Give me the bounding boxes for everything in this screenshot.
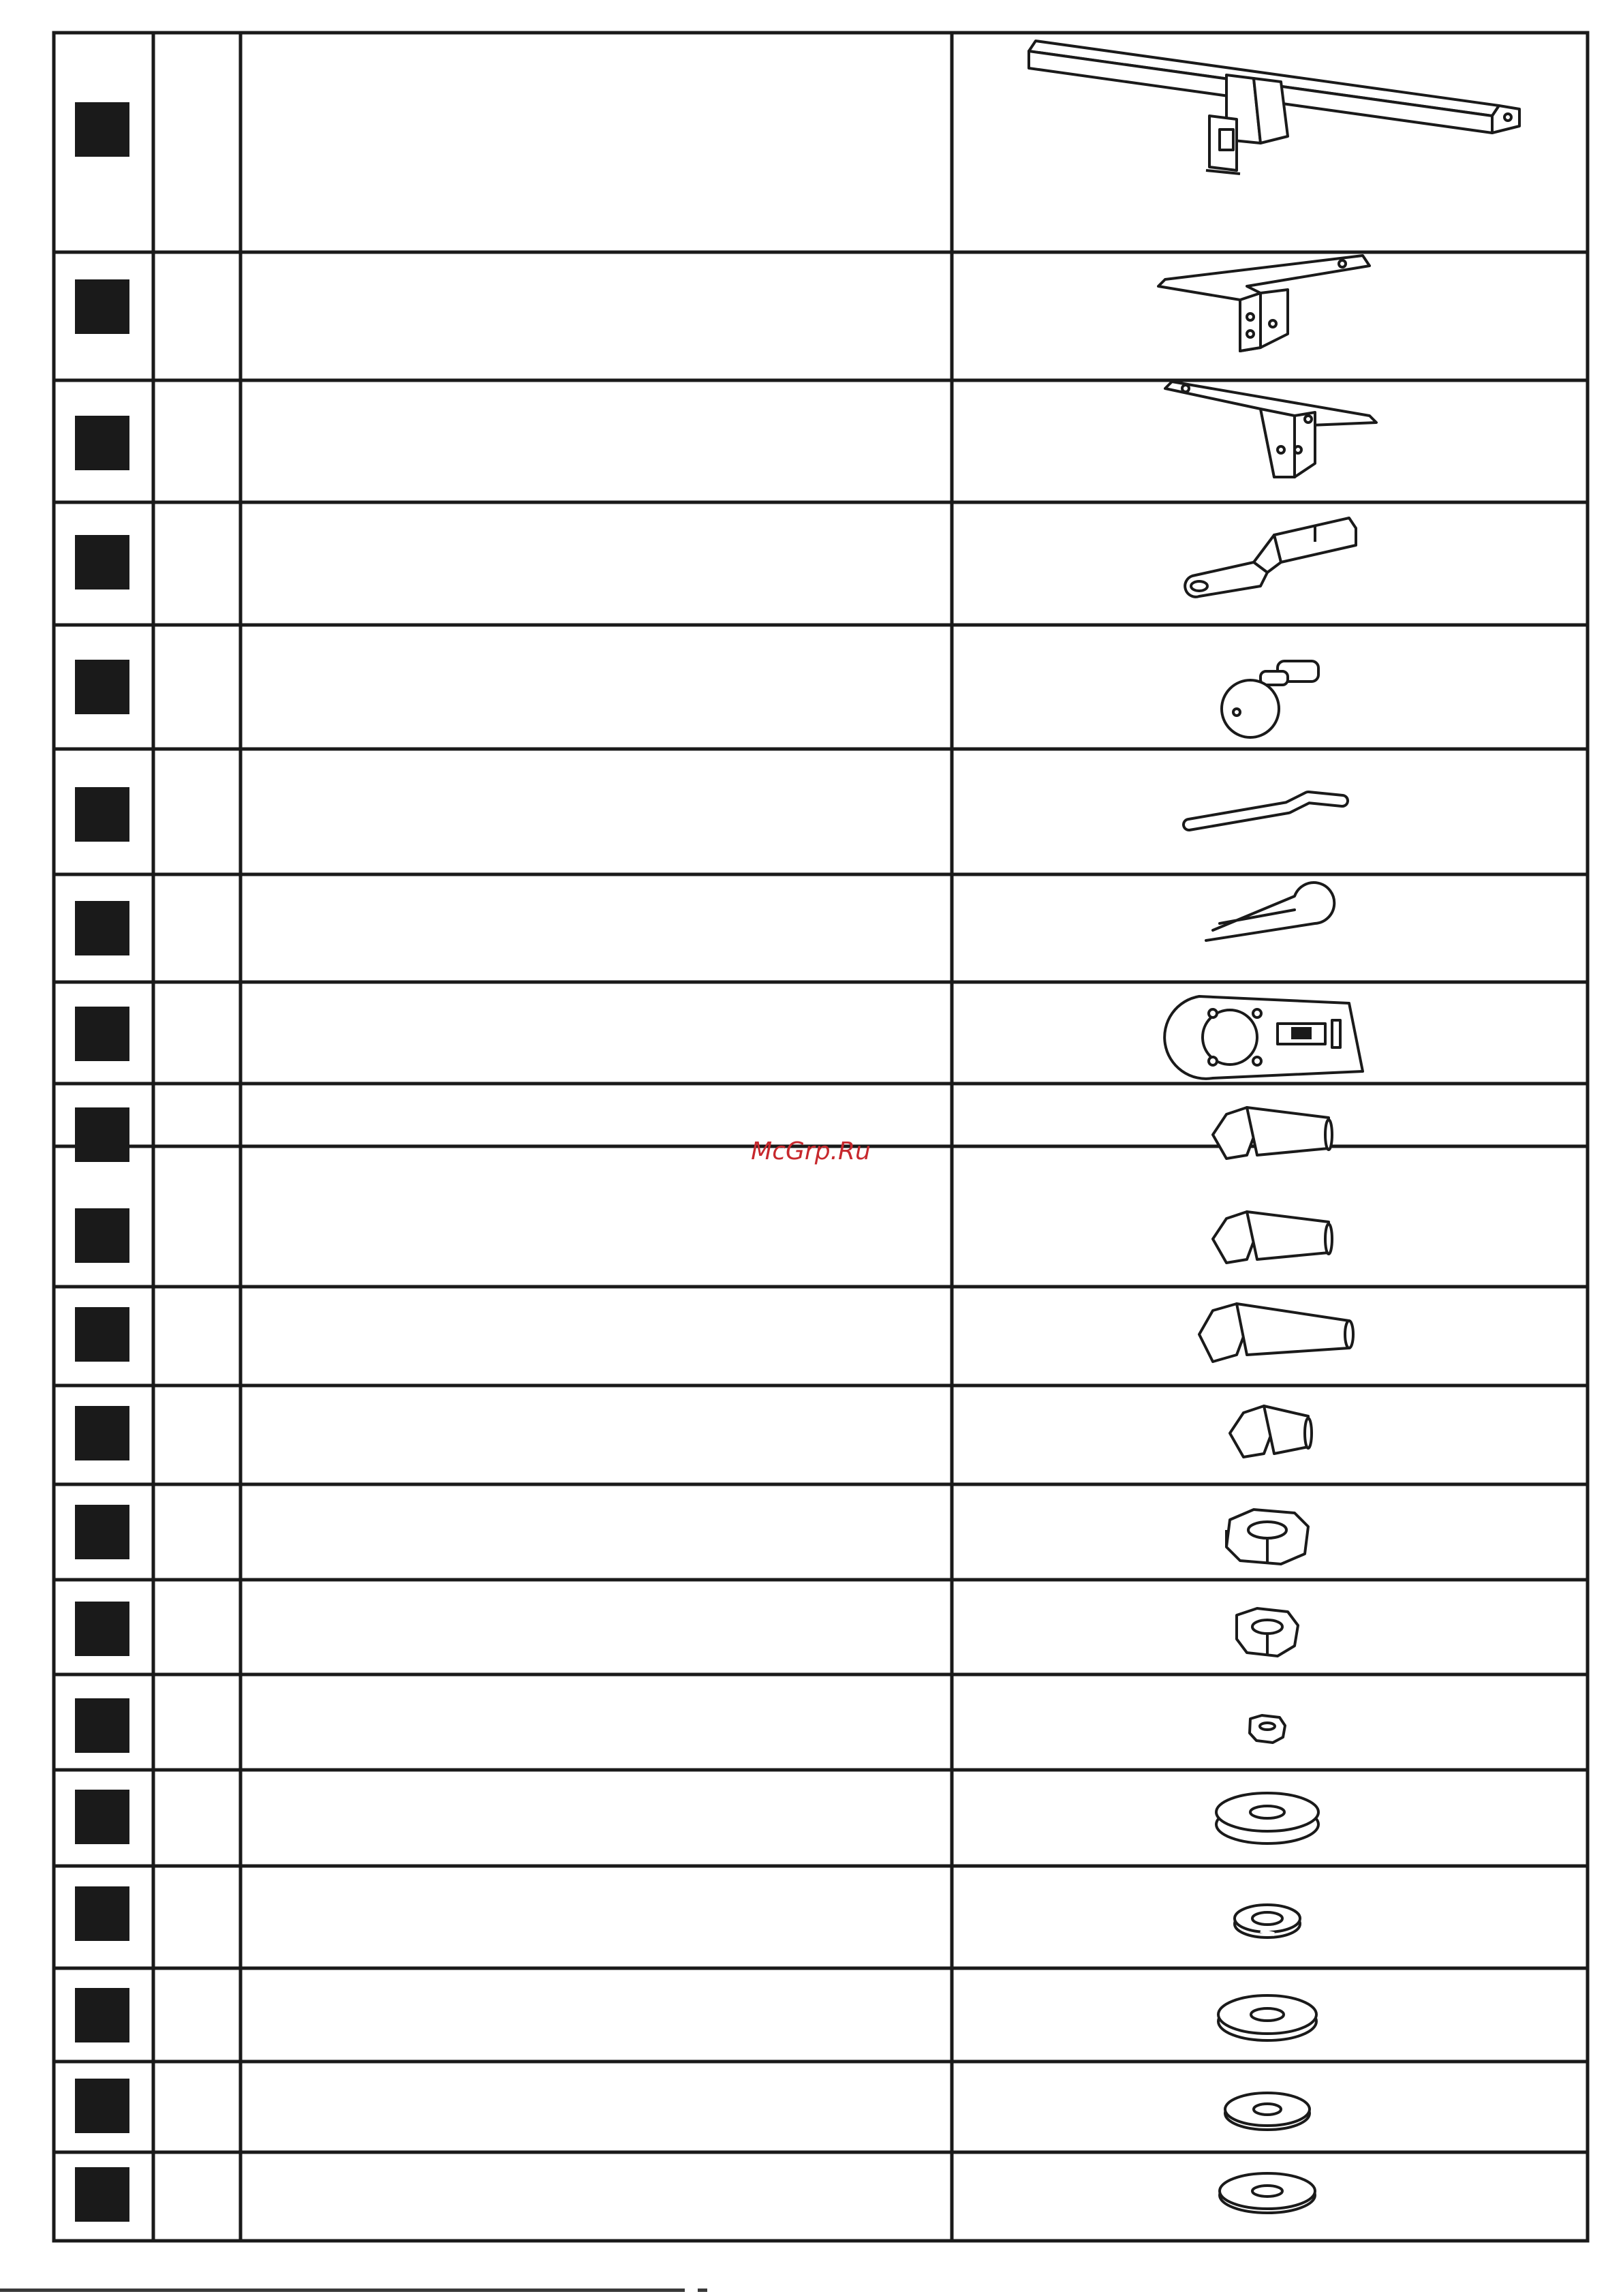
hex-nut-large-icon xyxy=(1226,1510,1308,1564)
item-number-marker xyxy=(75,1886,129,1941)
mounting-bracket-left-icon xyxy=(1158,256,1370,351)
item-number-marker xyxy=(75,660,129,714)
table-row xyxy=(75,256,1370,351)
item-number-marker xyxy=(75,1307,129,1362)
hex-nut-small-icon xyxy=(1250,1715,1285,1743)
tow-ball-icon xyxy=(1222,661,1318,737)
hex-bolt-long-icon xyxy=(1199,1304,1353,1362)
table-row xyxy=(75,787,1342,842)
item-number-marker xyxy=(75,416,129,470)
item-number-marker xyxy=(75,1406,129,1460)
socket-plate-icon xyxy=(1164,996,1363,1079)
table-row xyxy=(75,660,1318,737)
table-row xyxy=(75,1107,1332,1162)
item-number-marker xyxy=(75,1007,129,1061)
item-number-marker xyxy=(75,901,129,955)
item-number-marker xyxy=(75,1505,129,1559)
table-row xyxy=(75,1988,1316,2042)
flat-washer-thin-icon xyxy=(1220,2173,1315,2213)
flat-washer-large-icon xyxy=(1218,1995,1316,2040)
mounting-bracket-right-icon xyxy=(1165,382,1376,477)
hex-nut-medium-icon xyxy=(1237,1608,1298,1656)
hitch-pin-icon xyxy=(1189,797,1342,825)
table-row xyxy=(75,2167,1315,2222)
table-row xyxy=(75,1790,1318,1844)
item-number-marker xyxy=(75,1790,129,1844)
item-number-marker xyxy=(75,1602,129,1656)
hex-bolt-medium-icon xyxy=(1213,1107,1332,1159)
flat-washer-thick-icon xyxy=(1216,1793,1318,1843)
watermark: McGrp.Ru xyxy=(751,1137,871,1165)
spring-washer-icon xyxy=(1235,1905,1300,1938)
parts-table-rows xyxy=(75,41,1519,2222)
tow-bar-crossbeam-icon xyxy=(1029,41,1519,174)
footer-rule xyxy=(0,2289,685,2292)
item-number-marker xyxy=(75,787,129,842)
table-row xyxy=(75,883,1334,955)
item-number-marker xyxy=(75,1107,129,1162)
table-row xyxy=(75,1505,1308,1564)
table-row xyxy=(75,41,1519,174)
table-row xyxy=(75,518,1356,597)
item-number-marker xyxy=(75,2079,129,2133)
table-row xyxy=(75,1602,1298,1656)
hex-bolt-short-icon xyxy=(1230,1406,1312,1457)
table-row xyxy=(75,1208,1332,1263)
table-row xyxy=(75,382,1376,477)
item-number-marker xyxy=(75,1208,129,1263)
item-number-marker xyxy=(75,2167,129,2222)
item-number-marker xyxy=(75,1698,129,1753)
hitch-shank-icon xyxy=(1185,518,1356,597)
item-number-marker xyxy=(75,279,129,334)
hex-bolt-medium-icon xyxy=(1213,1212,1332,1263)
footer-mark xyxy=(698,2289,707,2292)
table-row xyxy=(75,2079,1310,2133)
table-row xyxy=(75,996,1363,1079)
item-number-marker xyxy=(75,102,129,157)
item-number-marker xyxy=(75,535,129,590)
table-row xyxy=(75,1304,1353,1362)
table-row xyxy=(75,1698,1285,1753)
r-clip-icon xyxy=(1206,883,1334,940)
table-row xyxy=(75,1886,1300,1941)
table-row xyxy=(75,1406,1312,1460)
flat-washer-medium-icon xyxy=(1225,2093,1310,2130)
item-number-marker xyxy=(75,1988,129,2042)
